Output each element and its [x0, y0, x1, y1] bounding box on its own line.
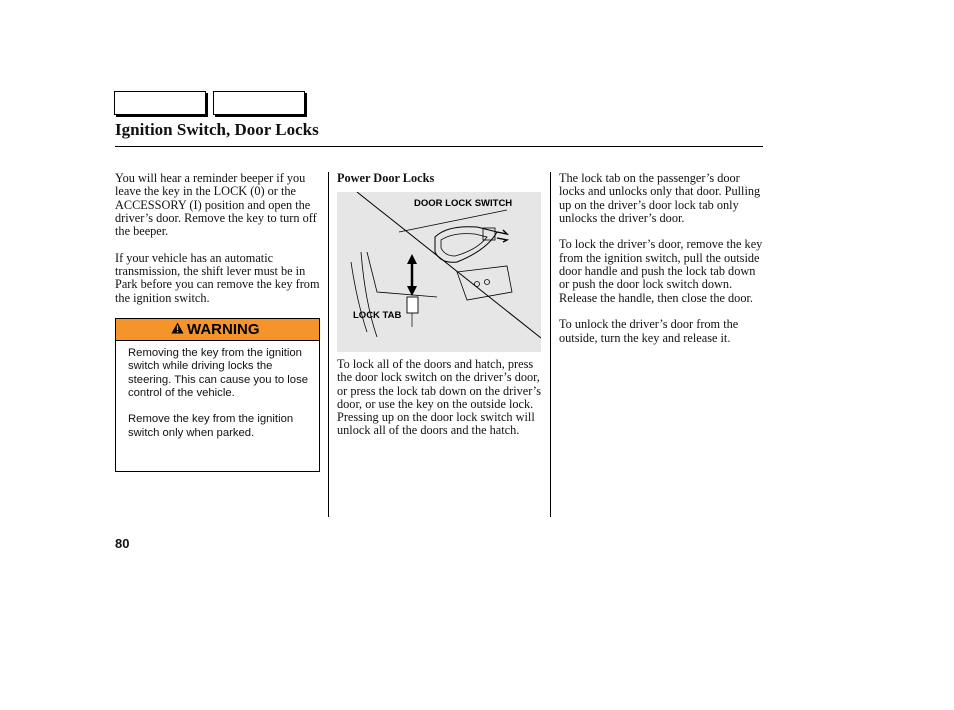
- warning-text: Removing the key from the ignition switch while driving locks the steering. This can cause you to lose control of the vehicle.: [128, 347, 309, 399]
- body-paragraph: The lock tab on the passenger’s door locks and unlocks only that door. Pulling up on the driver’s door lock tab only unlocks the driver’s door.: [559, 171, 761, 225]
- page-number: 80: [115, 536, 130, 551]
- warning-text: Remove the key from the ignition switch only when parked.: [128, 413, 294, 439]
- column-divider-1: [328, 172, 329, 517]
- body-paragraph: If your vehicle has an automatic transmission, the shift lever must be in Park before you can remove the key from the ignition switch.: [115, 250, 320, 305]
- warning-triangle-icon: [171, 321, 184, 338]
- middle-column-text: [337, 358, 543, 451]
- door-lock-illustration: [337, 192, 541, 352]
- warning-body: [116, 341, 319, 440]
- body-paragraph: You will hear a reminder beeper if you leave the key in the LOCK (0) or the ACCESSORY (I) position and open the driver’s door. Remove the key to turn off the beeper.: [115, 171, 317, 239]
- figure-label-lock-tab: LOCK TAB: [353, 310, 402, 321]
- section-heading: Power Door Locks: [337, 171, 435, 185]
- warning-header: [116, 319, 319, 341]
- body-paragraph: To lock the driver’s door, remove the key from the ignition switch, pull the outside door handle and push the lock tab down or push the door lock switch down. Release the handle, then close the door.: [559, 237, 763, 305]
- warning-label: WARNING: [187, 321, 260, 338]
- figure-label-door-lock-switch: DOOR LOCK SWITCH: [414, 198, 513, 209]
- body-paragraph: To lock all of the doors and hatch, press the door lock switch on the driver’s door, or press the lock tab down on the driver’s door, or use the key on the outside lock. Pressing up on the door lock switch will unlock all of the doors and the hatch.: [337, 357, 541, 438]
- title-rule: [115, 146, 763, 147]
- nav-tab-table-of-contents[interactable]: [213, 91, 305, 115]
- warning-box: [115, 318, 320, 472]
- right-column: [559, 172, 765, 358]
- column-divider-2: [550, 172, 551, 517]
- nav-tab-main-menu[interactable]: [114, 91, 206, 115]
- left-column: [115, 172, 321, 318]
- door-lock-figure: [337, 192, 541, 352]
- page-title: Ignition Switch, Door Locks: [115, 120, 319, 139]
- body-paragraph: To unlock the driver’s door from the outside, turn the key and release it.: [559, 317, 739, 345]
